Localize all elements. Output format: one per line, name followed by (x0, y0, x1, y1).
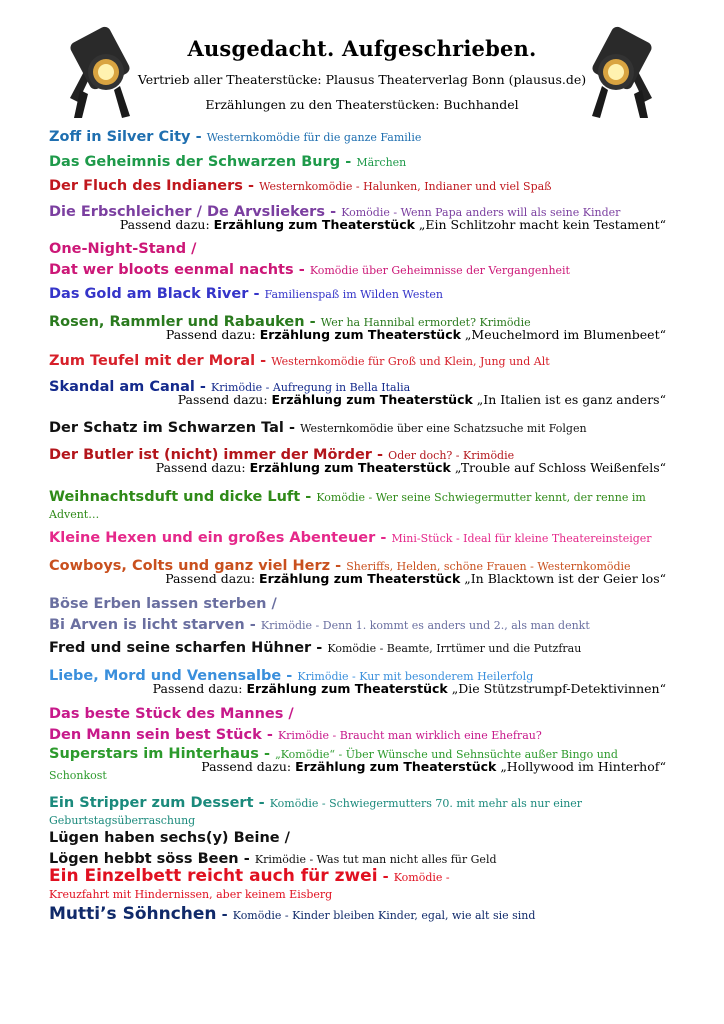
related-story: Passend dazu: Erzählung zum Theaterstück „In Blacktown ist der Geier los“ (165, 571, 666, 586)
play-description: Krimödie - Kur mit besonderem Heilerfolg (297, 670, 534, 683)
play-title: Mutti’s Söhnchen (49, 904, 217, 924)
play-entry: Ein Einzelbett reicht auch für zwei - Komödie - Kreuzfahrt mit Hindernissen, aber keinem Eisberg (49, 866, 679, 902)
play-description-cont: Geburtstagsüberraschung (49, 814, 196, 827)
play-description: Krimödie - Aufregung in Bella Italia (211, 381, 411, 394)
story-title: „Meuchelmord im Blumenbeet“ (464, 327, 666, 342)
play-title-alt: One-Night-Stand / (49, 241, 197, 257)
play-title: Ein Stripper zum Dessert (49, 795, 254, 811)
play-title-alt: Böse Erben lassen sterben / (49, 596, 277, 612)
play-title: Kleine Hexen und ein großes Abenteuer (49, 530, 376, 546)
play-description: Sheriffs, Helden, schöne Frauen - Westernkomödie (346, 560, 631, 573)
play-description-cont: Advent… (49, 508, 100, 521)
play-title: Der Schatz im Schwarzen Tal (49, 420, 284, 436)
play-entry: Der Butler ist (nicht) immer der Mörder - Oder doch? - Krimödie (49, 447, 515, 463)
play-entry: Skandal am Canal - Krimödie - Aufregung in Bella Italia (49, 379, 411, 395)
play-description: Westernkomödie - Halunken, Indianer und viel Spaß (259, 180, 552, 193)
play-title: Der Butler ist (nicht) immer der Mörder (49, 447, 372, 463)
play-description: Komödie über Geheimnisse der Vergangenheit (309, 264, 570, 277)
play-description: Oder doch? - Krimödie (388, 449, 515, 462)
play-title: Das Gold am Black River (49, 286, 249, 302)
story-title: „Ein Schlitzohr macht kein Testament“ (418, 217, 666, 232)
play-title: Rosen, Rammler und Rabauken (49, 314, 305, 330)
play-title: Der Fluch des Indianers (49, 178, 243, 194)
play-entry: Cowboys, Colts und ganz viel Herz - Sheriffs, Helden, schöne Frauen - Westernkomödie (49, 558, 631, 574)
play-description: Komödie - Schwiegermutters 70. mit mehr als nur einer (269, 797, 583, 810)
play-title: Superstars im Hinterhaus (49, 746, 259, 762)
play-description: Komödie - Beamte, Irrtümer und die Putzfrau (327, 642, 582, 655)
play-title: Zoff in Silver City (49, 129, 191, 145)
related-story: Passend dazu: Erzählung zum Theaterstück „Hollywood im Hinterhof“ (201, 759, 666, 774)
play-entry: Die Erbschleicher / De Arvsliekers - Komödie - Wenn Papa anders will als seine Kinder (49, 204, 621, 220)
play-title: Lögen hebbt söss Been (49, 851, 239, 867)
play-title-alt: Das beste Stück des Mannes / (49, 706, 294, 722)
play-entry: Der Schatz im Schwarzen Tal - Westernkomödie über eine Schatzsuche mit Folgen (49, 420, 587, 436)
play-title: Weihnachtsduft und dicke Luft (49, 489, 301, 505)
play-description: Komödie - Wer seine Schwiegermutter kennt, der renne im (316, 491, 646, 504)
play-title: Bi Arven is licht starven (49, 617, 245, 633)
play-title: Den Mann sein best Stück (49, 727, 262, 743)
play-description: Wer ha Hannibal ermordet? Krimödie (320, 316, 531, 329)
play-title: Das Geheimnis der Schwarzen Burg (49, 154, 341, 170)
story-title: „In Blacktown ist der Geier los“ (464, 571, 666, 586)
play-entry: Rosen, Rammler und Rabauken - Wer ha Hannibal ermordet? Krimödie (49, 314, 531, 330)
play-description: Komödie - (393, 871, 450, 884)
play-description: „Komödie“ - Über Wünsche und Sehnsüchte außer Bingo und Schonkost (49, 748, 618, 782)
distribution-note: Vertrieb aller Theaterstücke: Plausus Theaterverlag Bonn (plausus.de) (137, 72, 587, 87)
play-title: Dat wer bloots eenmal nachts (49, 262, 294, 278)
play-entry: Das beste Stück des Mannes / Den Mann sein best Stück - Krimödie - Braucht man wirklich eine Ehefrau? (49, 705, 679, 745)
play-entry: Der Fluch des Indianers - Westernkomödie - Halunken, Indianer und viel Spaß (49, 178, 552, 194)
page-title: Ausgedacht. Aufgeschrieben. (187, 36, 537, 61)
related-story: Passend dazu: Erzählung zum Theaterstück „Die Stützstrumpf-Detektivinnen“ (152, 681, 666, 696)
play-entry: Böse Erben lassen sterben / Bi Arven is licht starven - Krimödie - Denn 1. kommt es anders und 2., als man denkt (49, 595, 679, 635)
play-description: Komödie - Kinder bleiben Kinder, egal, wie alt sie sind (232, 909, 536, 922)
play-entry: Superstars im Hinterhaus - „Komödie“ - Über Wünsche und Sehnsüchte außer Bingo und Schonkost (49, 746, 618, 782)
play-description: Krimödie - Denn 1. kommt es anders und 2., als man denkt (260, 619, 590, 632)
play-entry: Ein Stripper zum Dessert - Komödie - Schwiegermutters 70. mit mehr als nur einer Geburtstagsüberraschung (49, 792, 679, 828)
stories-note: Erzählungen zu den Theaterstücken: Buchhandel (205, 97, 519, 112)
play-title: Cowboys, Colts und ganz viel Herz (49, 558, 331, 574)
related-story: Passend dazu: Erzählung zum Theaterstück „Trouble auf Schloss Weißenfels“ (155, 460, 666, 475)
play-description: Westernkomödie für die ganze Familie (206, 131, 422, 144)
play-entry: Mutti’s Söhnchen - Komödie - Kinder bleiben Kinder, egal, wie alt sie sind (49, 904, 536, 924)
play-entry: Das Geheimnis der Schwarzen Burg - Märchen (49, 154, 407, 170)
play-title: Ein Einzelbett reicht auch für zwei (49, 866, 378, 886)
play-description: Komödie - Wenn Papa anders will als seine Kinder (341, 206, 621, 219)
story-title: „Die Stützstrumpf-Detektivinnen“ (451, 681, 666, 696)
play-entry: Fred und seine scharfen Hühner - Komödie - Beamte, Irrtümer und die Putzfrau (49, 640, 582, 656)
play-description: Märchen (356, 156, 407, 169)
play-title: Fred und seine scharfen Hühner (49, 640, 312, 656)
story-title: „Trouble auf Schloss Weißenfels“ (454, 460, 666, 475)
play-title: Die Erbschleicher / De Arvsliekers (49, 204, 325, 220)
play-description: Westernkomödie für Groß und Klein, Jung und Alt (271, 355, 550, 368)
play-entry: Kleine Hexen und ein großes Abenteuer - Mini-Stück - Ideal für kleine Theatereinsteiger (49, 530, 652, 546)
play-description: Krimödie - Braucht man wirklich eine Ehefrau? (277, 729, 542, 742)
play-entry: Zum Teufel mit der Moral - Westernkomödie für Groß und Klein, Jung und Alt (49, 353, 550, 369)
play-entry: Zoff in Silver City - Westernkomödie für die ganze Familie (49, 129, 422, 145)
play-entry: One-Night-Stand / Dat wer bloots eenmal nachts - Komödie über Geheimnisse der Vergangenheit (49, 240, 679, 280)
related-story: Passend dazu: Erzählung zum Theaterstück „Ein Schlitzohr macht kein Testament“ (119, 217, 666, 232)
story-title: „In Italien ist es ganz anders“ (476, 392, 666, 407)
play-entry: Das Gold am Black River - Familienspaß im Wilden Westen (49, 286, 444, 302)
play-entry: Lügen haben sechs(y) Beine / Lögen hebbt söss Been - Krimödie - Was tut man nicht alles für Geld (49, 829, 679, 869)
play-description: Krimödie - Was tut man nicht alles für Geld (254, 853, 497, 866)
story-title: „Hollywood im Hinterhof“ (500, 759, 666, 774)
play-description: Mini-Stück - Ideal für kleine Theatereinsteiger (391, 532, 652, 545)
play-entry: Weihnachtsduft und dicke Luft - Komödie - Wer seine Schwiegermutter kennt, der renne im Advent… (49, 486, 679, 522)
play-title: Liebe, Mord und Venensalbe (49, 668, 282, 684)
play-entry: Liebe, Mord und Venensalbe - Krimödie - Kur mit besonderem Heilerfolg (49, 668, 534, 684)
play-description: Familienspaß im Wilden Westen (264, 288, 444, 301)
play-title: Skandal am Canal (49, 379, 195, 395)
related-story: Passend dazu: Erzählung zum Theaterstück „Meuchelmord im Blumenbeet“ (165, 327, 666, 342)
play-description-cont: Kreuzfahrt mit Hindernissen, aber keinem Eisberg (49, 888, 333, 901)
play-title-alt: Lügen haben sechs(y) Beine / (49, 830, 290, 846)
play-title: Zum Teufel mit der Moral (49, 353, 256, 369)
related-story: Passend dazu: Erzählung zum Theaterstück „In Italien ist es ganz anders“ (177, 392, 666, 407)
play-description: Westernkomödie über eine Schatzsuche mit Folgen (300, 422, 587, 435)
